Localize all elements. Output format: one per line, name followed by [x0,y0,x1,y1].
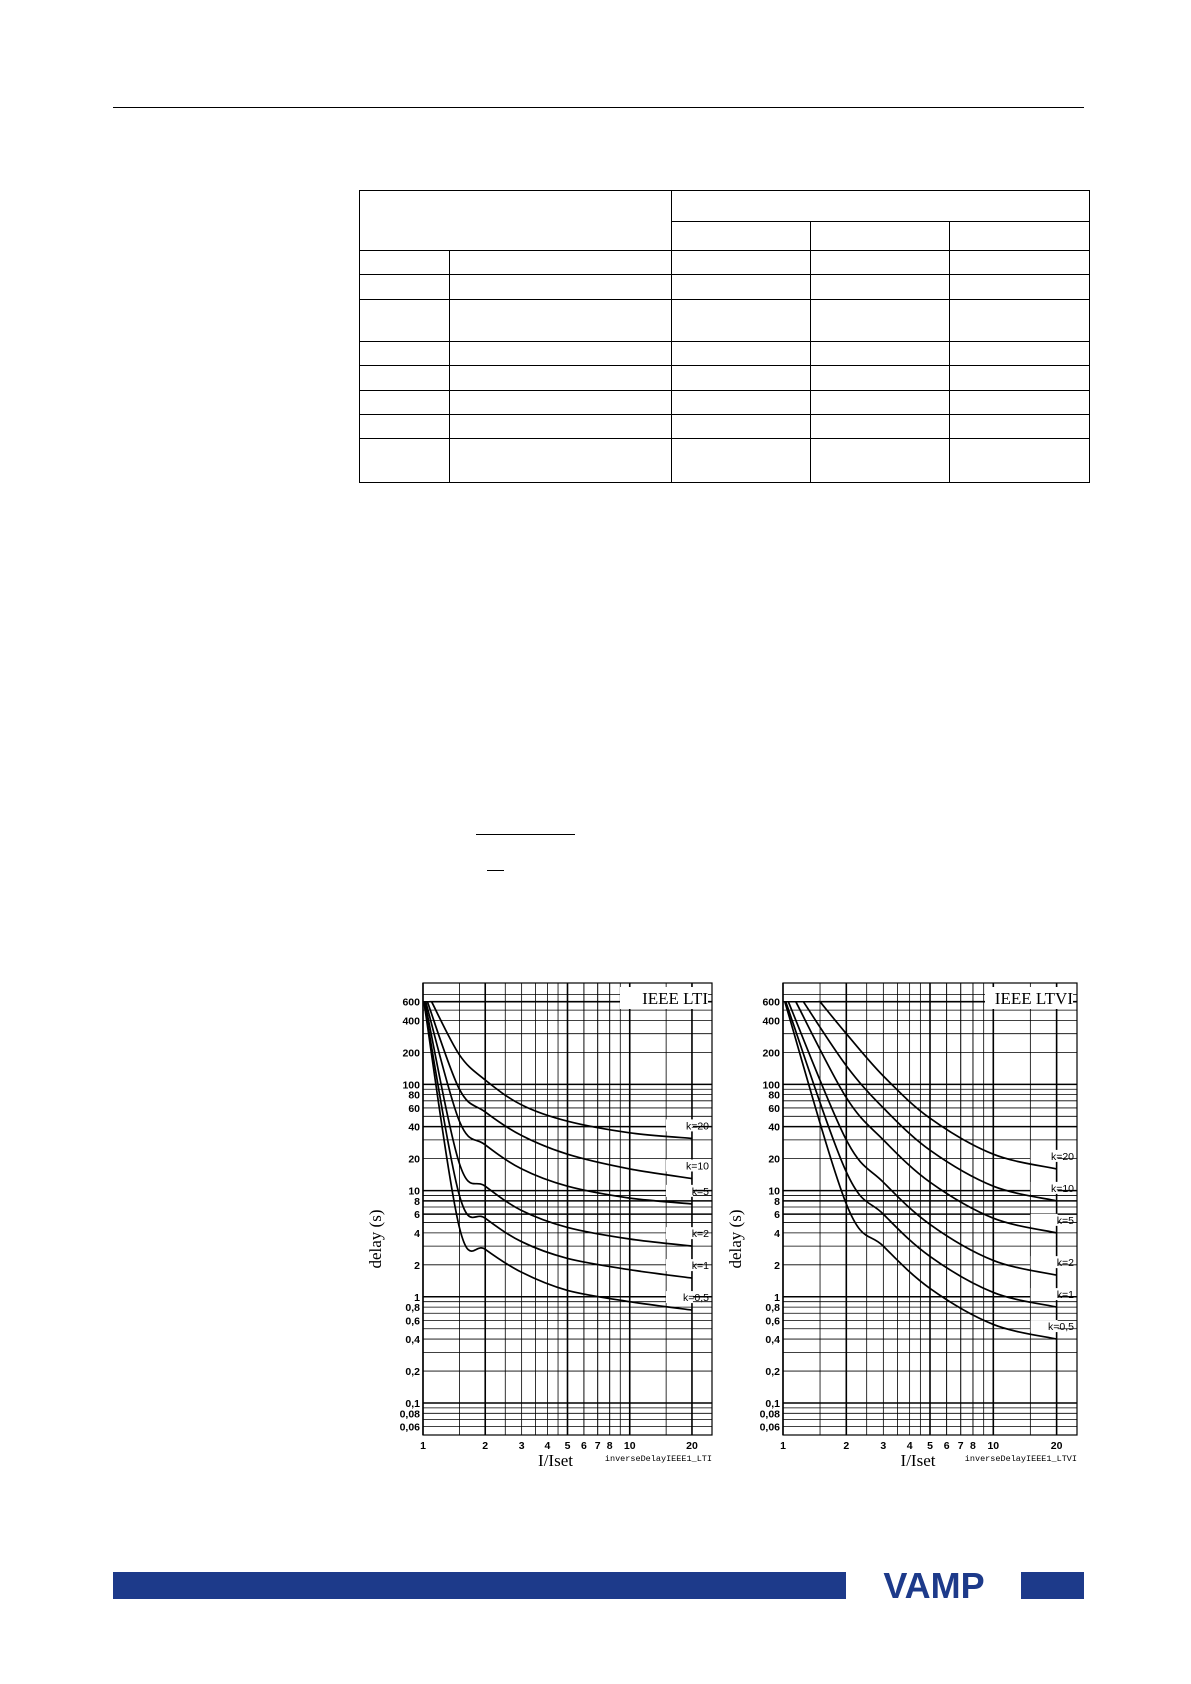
x-tick-label: 3 [880,1440,887,1452]
chart-ieee-ltvi-plot [716,980,1081,1470]
table-header-cell [811,222,950,251]
y-tick-label: 4 [774,1227,780,1240]
y-tick-label: 600 [762,996,780,1009]
y-tick-label: 0,8 [405,1302,420,1315]
table-cell [672,415,811,439]
y-tick-label: 10 [408,1185,420,1198]
table-cell [950,275,1090,300]
table-cell [360,300,450,342]
table-row [360,391,1090,415]
series-label: k=10 [685,1160,709,1173]
table-cell [450,439,672,483]
y-tick-label: 60 [768,1102,780,1115]
series-label-bg [666,1185,693,1197]
table-cell [672,366,811,391]
chart-caption: inverseDelayIEEE1_LTI [604,1454,712,1464]
series-label-bg [666,1227,693,1239]
table-cell [811,366,950,391]
series-label: k=20 [1050,1150,1074,1163]
y-tick-label: 20 [768,1153,780,1166]
table-cell [811,275,950,300]
y-tick-label: 8 [414,1195,420,1208]
y-tick-label: 0,6 [405,1315,420,1328]
x-tick-label: 2 [482,1440,489,1452]
series-line [820,1002,1057,1169]
table-cell [450,300,672,342]
x-tick-label: 7 [957,1440,964,1452]
y-tick-label: 0,8 [765,1302,780,1315]
chart-caption: inverseDelayIEEE1_LTVI [964,1454,1077,1464]
table-cell [950,251,1090,275]
table-cell [811,439,950,483]
formula-overline [487,870,504,871]
series-label: k=2 [1056,1257,1074,1270]
table-cell [450,251,672,275]
y-tick-label: 100 [762,1079,780,1092]
y-tick-label: 200 [402,1047,420,1060]
y-tick-label: 0,6 [765,1315,780,1328]
table-cell [811,391,950,415]
y-axis-label: delay (s) [366,1209,385,1269]
vamp-logo [849,1569,1019,1603]
x-tick-label: 1 [780,1440,786,1452]
series-line [788,1002,1056,1275]
y-tick-label: 0,1 [405,1398,420,1411]
table-row [360,275,1090,300]
y-tick-label: 0,2 [405,1366,420,1379]
table-row [360,300,1090,342]
y-tick-label: 80 [768,1089,780,1102]
series-label: k=0,5 [1048,1321,1074,1334]
y-tick-label: 20 [408,1153,420,1166]
y-tick-label: 1 [774,1291,780,1304]
y-tick-label: 8 [774,1195,780,1208]
y-tick-label: 6 [414,1209,420,1222]
series-label-bg [1031,1288,1058,1300]
table-cell [950,391,1090,415]
vamp-logo-text: VAMP [883,1569,985,1603]
x-tick-label: 6 [943,1440,950,1452]
x-tick-label: 8 [970,1440,976,1452]
series-label: k=10 [1050,1182,1074,1195]
y-tick-label: 600 [402,996,420,1009]
table-cell [360,415,450,439]
chart-title: IEEE LTVI [994,989,1073,1008]
x-tick-label: 5 [927,1440,933,1452]
series-line [786,1002,1057,1307]
chart-ieee-ltvi [716,980,1081,1470]
table-cell [672,391,811,415]
header-rule [113,107,1084,108]
table-row [360,366,1090,391]
table-row [360,415,1090,439]
x-tick-label: 8 [606,1440,613,1452]
x-tick-label: 4 [906,1440,913,1452]
series-label: k=2 [691,1228,709,1241]
chart-ieee-lti [355,980,715,1470]
y-tick-label: 2 [414,1259,420,1272]
x-axis-label: I/Iset [538,1451,573,1470]
table-cell [360,251,450,275]
table-cell [672,275,811,300]
y-tick-label: 0,1 [765,1398,780,1411]
series-line [432,1002,692,1139]
chart-ieee-lti-plot [355,980,715,1470]
y-tick-label: 200 [762,1047,780,1060]
y-tick-label: 40 [768,1121,780,1134]
y-tick-label: 100 [402,1079,420,1092]
y-tick-label: 0,06 [759,1421,780,1434]
table-cell [950,366,1090,391]
y-tick-label: 0,08 [759,1408,780,1421]
y-tick-label: 6 [774,1209,780,1222]
series-label: k=1 [691,1260,709,1273]
y-tick-label: 0,4 [405,1334,420,1347]
table-cell [450,415,672,439]
table-cell [672,251,811,275]
y-tick-label: 2 [774,1259,780,1272]
table-cell [450,275,672,300]
coefficient-table [359,190,1090,483]
y-tick-label: 0,08 [399,1408,420,1421]
y-tick-label: 10 [768,1185,780,1198]
table-cell [811,300,950,342]
y-tick-label: 4 [414,1227,420,1240]
table-row [360,342,1090,366]
x-tick-label: 1 [420,1440,426,1452]
x-tick-label: 20 [1050,1440,1063,1452]
table-header-cell [672,191,1090,222]
series-label: k=5 [1056,1214,1074,1227]
table-header-cell [360,191,672,251]
table-cell [672,300,811,342]
y-tick-label: 400 [402,1015,420,1028]
series-label-bg [1031,1214,1058,1226]
table-cell [672,342,811,366]
chart-title: IEEE LTI [642,989,708,1008]
table-cell [360,342,450,366]
table-cell [672,439,811,483]
table-cell [360,275,450,300]
y-tick-label: 40 [408,1121,420,1134]
table-header-cell [672,222,811,251]
x-tick-label: 2 [843,1440,850,1452]
table-cell [950,300,1090,342]
table-cell [450,391,672,415]
table-header-row [360,191,1090,222]
y-tick-label: 0,4 [765,1334,780,1347]
formula-fraction-bar [476,834,575,835]
table-row [360,251,1090,275]
series-line [427,1002,692,1179]
x-tick-label: 5 [564,1440,571,1452]
series-label: k=1 [1056,1289,1074,1302]
series-line [426,1002,692,1204]
y-tick-label: 0,06 [399,1421,420,1434]
table-cell [360,366,450,391]
y-tick-label: 400 [762,1015,780,1028]
table-header-cell [950,222,1090,251]
y-tick-label: 80 [408,1089,420,1102]
table-cell [811,251,950,275]
table-cell [811,415,950,439]
table-cell [950,439,1090,483]
table-cell [360,439,450,483]
x-tick-label: 3 [518,1440,525,1452]
y-tick-label: 1 [414,1291,420,1304]
x-tick-label: 10 [623,1440,636,1452]
series-label: k=20 [685,1120,709,1133]
table-row [360,439,1090,483]
x-tick-label: 20 [686,1440,698,1452]
x-tick-label: 7 [594,1440,601,1452]
series-label: k=5 [691,1185,709,1198]
x-tick-label: 4 [544,1440,551,1452]
x-tick-label: 6 [580,1440,587,1452]
table-cell [360,391,450,415]
y-tick-label: 0,2 [765,1366,780,1379]
table-cell [950,342,1090,366]
series-label: k=0,5 [683,1292,709,1305]
x-axis-label: I/Iset [900,1451,936,1470]
series-label-bg [666,1259,693,1271]
table-cell [450,342,672,366]
x-tick-label: 10 [987,1440,1000,1452]
table-cell [811,342,950,366]
y-axis-label: delay (s) [726,1209,745,1269]
y-tick-label: 60 [408,1102,420,1115]
series-label-bg [1031,1256,1058,1268]
table-cell [950,415,1090,439]
table-cell [450,366,672,391]
